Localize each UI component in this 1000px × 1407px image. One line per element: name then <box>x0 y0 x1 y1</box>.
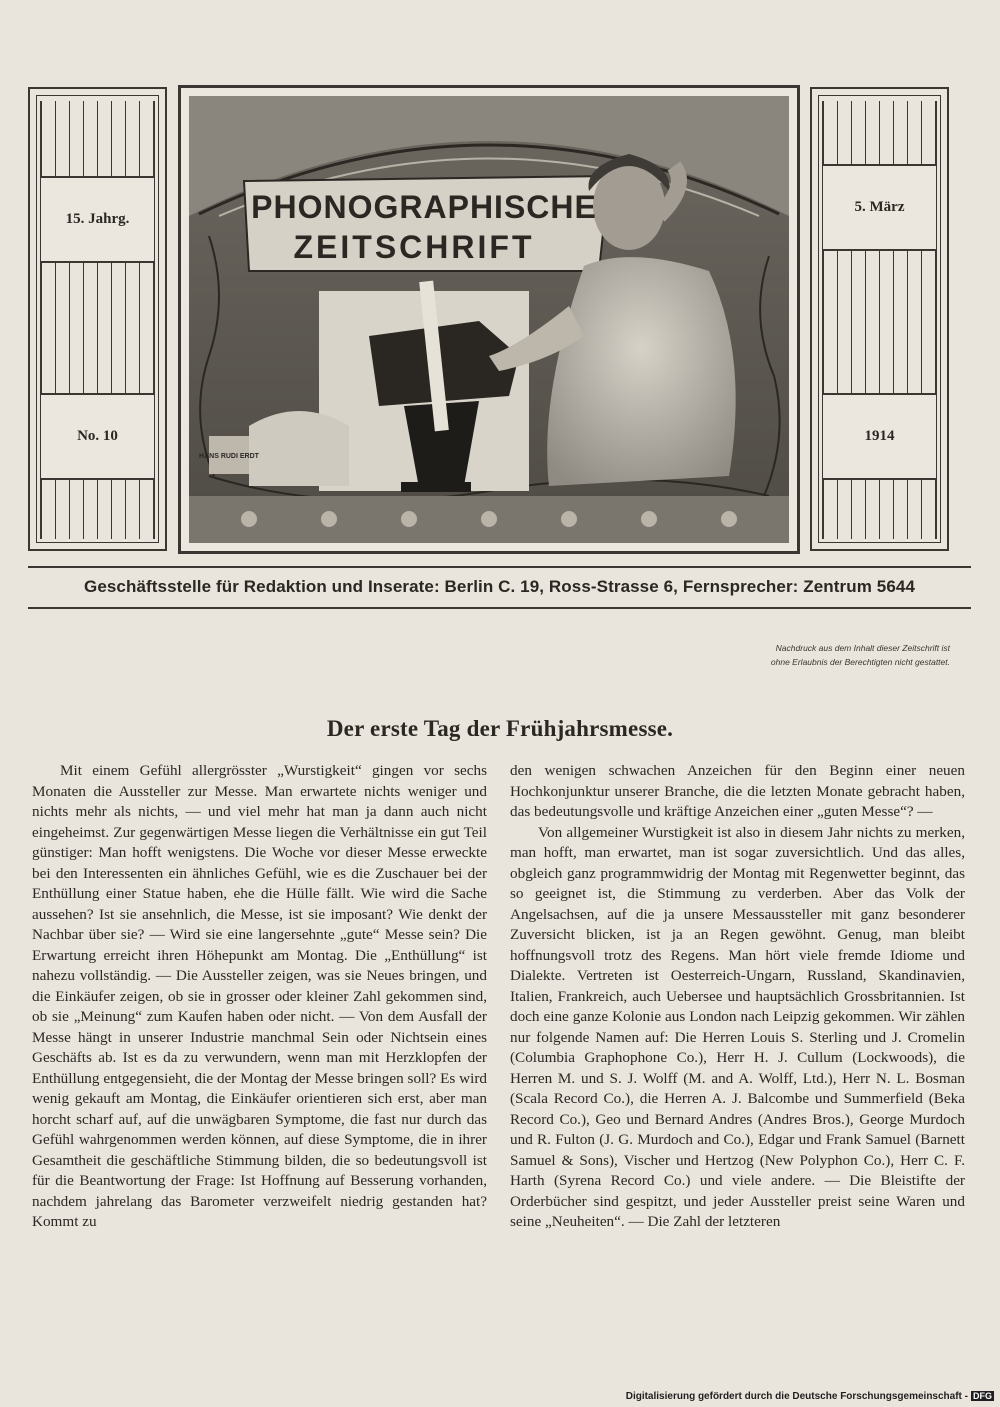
reprint-notice-line2: ohne Erlaubnis der Berechtigten nicht gestattet. <box>770 657 950 667</box>
issue-number: No. 10 <box>40 393 155 480</box>
article-paragraph: Von allgemeiner Wurstigkeit ist also in diesem Jahr nichts zu merken, man hofft, man erwartet, man ist sogar zuversichtlich. Und das alles, obgleich ganz programmwidrig der Montag mit Regenwetter beginnt, das so geeignet ist, die Stimmung zu verderben. Aber das Volk der Angelsachsen, auf die ja unsere Messaussteller mit ganz besonderer Zuversicht blicken, ist ja an Regen gewöhnt. Genug, man bleibt hoffnungsvoll trotz des Regens. Man hört viele fremde Idiome und Dialekte. Vertreten ist Oesterreich-Ungarn, Russland, Skandinavien, Italien, Frankreich, auch Uebersee und hauptsächlich Grossbritannien. Ist doch eine ganze Kolonie aus London nach Leipzig gekommen. Wir zählen nur folgende Namen auf: Die Herren Louis S. Sterling und J. Cromelin (Columbia Graphophone Co.), Herr H. J. Cullum (Lockwoods), die Herren M. und S. J. Wolff (M. and A. Wolff, Ltd.), Herr N. L. Bosman (Scala Record Co.), die Herren A. J. Balcombe und Summerfield (Beka Record Co.), Geo und Bernard Andres (Andres Bros.), George Murdoch und R. Fulton (J. G. Murdoch and Co.), Edgar und Frank Samuel (Barnett Samuel & Sons), Vischer und Hertzog (New Polyphon Co.), Herr C. F. Harth (Syrena Record Co.) und viele andere. — Die Bleistifte der Orderbücher sind gespitzt, und jeder Aussteller preist seine Waren und seine „Neuheiten“. — Die Zahl der letzteren <box>510 823 965 1230</box>
article-paragraph: Mit einem Gefühl allergrösster „Wurstigkeit“ gingen vor sechs Monaten die Aussteller zur Messe. Man erwartete nichts weniger und nichts mehr als nichts, — und viel mehr hat man ja dann auch nicht eingeheimst. Zur gegenwärtigen Messe liegen die Verhältnisse ein gut Teil günstiger: Man hofft wenigstens. Die Woche vor dieser Messe erweckte bei den Interessenten ein ähnliches Gefühl, wie es die Zuschauer bei der Enthüllung einer Statue haben, ehe die Hülle fällt. Wie wird die Sache aussehen? Ist sie ansehnlich, die Messe, ist sie imposant? Wie denkt der Nachbar über sie? — Wird sie eine langersehnte „gute“ Messe sein? Die Erwartung erreicht ihren Höhepunkt am Montag. Die „Enthüllung“ ist nahezu vollständig. — Die Aussteller zeigen, was sie Neues bringen, und die Einkäufer zeigen, ob sie in grosser oder kleiner Zahl gekommen sind, ob sie „Meinung“ zum Kaufen haben oder nicht. — Von dem Ausfall der Messe hängt in unserer Industrie manchmal Sein oder Nichtsein eines Geschäfts ab. Ist es da zu verwundern, wenn man mit Herzklopfen der Enthüllung entgegensieht, die der Montag der Messe bringen soll? Es wird wenig gekauft am Montag, die Einkäufer orientieren sich erst, aber man horcht scharf auf, auf die unwägbaren Symptome, die fast nur durch das Gefühl wahrgenommen werden können, auf diese Symptome, die in ihrer Gesamtheit die geschäftliche Stimmung bilden, die so bedeutungsvoll ist für die Beantwortung der Frage: Ist Hoffnung auf Besserung vorhanden, nachdem jahrelang das Barometer verzweifelt niedrig gestanden hat? Kommt zu <box>32 762 487 1230</box>
masthead-illustration <box>178 85 800 554</box>
magazine-title-line1: PHONOGRAPHISCHE <box>251 189 597 225</box>
left-side-panel <box>28 87 167 551</box>
issue-year: 1914 <box>822 393 937 480</box>
article-title: Der erste Tag der Frühjahrsmesse. <box>326 716 674 741</box>
dfg-logo: DFG <box>973 1391 992 1401</box>
article-column-left <box>32 761 487 1233</box>
masthead-illustration-svg <box>189 96 789 543</box>
article-column-right <box>510 761 965 1233</box>
volume-label: 15. Jahrg. <box>40 176 155 263</box>
right-side-panel <box>810 87 949 551</box>
reprint-notice-line1: Nachdruck aus dem Inhalt dieser Zeitschrift ist <box>775 643 950 653</box>
article-paragraph: den wenigen schwachen Anzeichen für den Beginn einer neuen Hochkonjunktur unserer Branche, die die letzten Monate gebracht haben, das bedeutungsvolle und kräftige Anzeichen einer „guten Messe“? — <box>510 762 965 820</box>
reprint-notice <box>700 641 950 669</box>
issue-date: 5. März <box>822 164 937 251</box>
magazine-title-line2: ZEITSCHRIFT <box>293 229 535 265</box>
digitization-credit <box>626 1391 994 1402</box>
artist-signature: HANS RUDI ERDT <box>199 453 259 460</box>
office-address: Geschäftsstelle für Redaktion und Inserate: Berlin C. 19, Ross-Strasse 6, Fernsprecher: Zentrum 5644 <box>28 566 971 609</box>
credit-text: Digitalisierung gefördert durch die Deutsche Forschungsgemeinschaft - <box>625 1391 968 1402</box>
